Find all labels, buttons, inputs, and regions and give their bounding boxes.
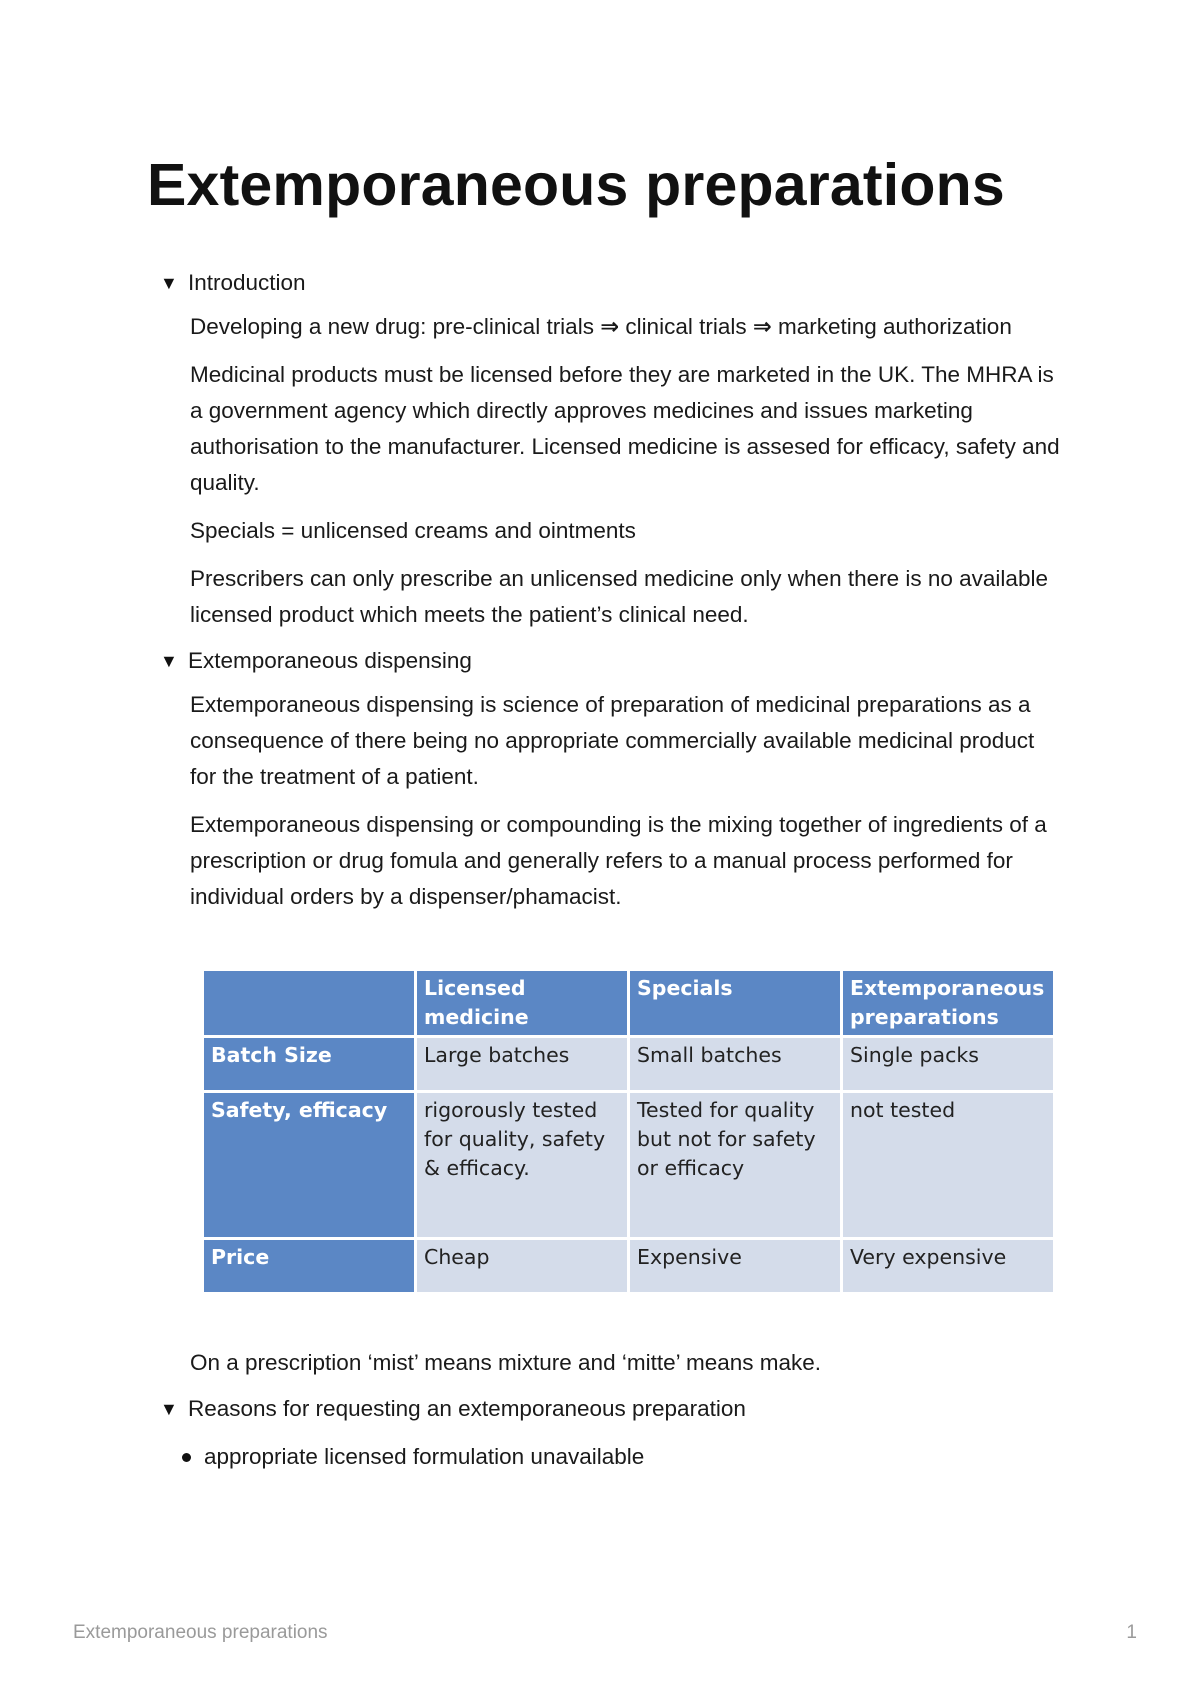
table-cell: not tested <box>842 1092 1055 1239</box>
table-row <box>203 1092 1055 1239</box>
page-number: 1 <box>1126 1622 1137 1643</box>
text-run: marketing authorization <box>771 314 1012 339</box>
table-cell: Tested for quality but not for safety or efficacy <box>629 1092 842 1239</box>
toggle-heading: Reasons for requesting an extemporaneous preparation <box>188 1396 746 1421</box>
comparison-table-wrapper <box>201 968 1053 1295</box>
right-arrow-icon: ⇒ <box>752 314 772 339</box>
text-run: Developing a new drug: pre-clinical trials <box>190 314 601 339</box>
table-row <box>203 1037 1055 1092</box>
list-item <box>180 1439 1060 1475</box>
table-header-cell: Licensed medicine <box>416 970 629 1037</box>
bullet-dot-icon <box>182 1453 191 1462</box>
toggle-introduction[interactable] <box>160 265 1060 301</box>
table-row <box>203 1239 1055 1294</box>
paragraph: Medicinal products must be licensed before they are marketed in the UK. The MHRA is a government agency which directly approves medicines and issues marketing authorisation to the manufacturer. Licensed medicine is assesed for efficacy, safety and quality. <box>190 362 1060 495</box>
paragraph: Specials = unlicensed creams and ointments <box>190 518 636 543</box>
table-cell: Cheap <box>416 1239 629 1294</box>
paragraph: Extemporaneous dispensing or compounding is the mixing together of ingredients of a prescription or drug fomula and generally refers to a manual process performed for individual orders by a dispenser/phamacist. <box>190 812 1047 909</box>
table-cell: Very expensive <box>842 1239 1055 1294</box>
table-header-cell: Extemporaneous preparations <box>842 970 1055 1037</box>
table-cell: Large batches <box>416 1037 629 1092</box>
text-run: clinical trials <box>619 314 753 339</box>
row-header-cell: Safety, efficacy <box>203 1092 416 1239</box>
right-arrow-icon: ⇒ <box>600 314 620 339</box>
paragraph <box>190 309 1060 345</box>
table-cell: Small batches <box>629 1037 842 1092</box>
bullet-list <box>160 1439 1060 1475</box>
list-item-text: appropriate licensed formulation unavailable <box>204 1444 645 1469</box>
paragraph: On a prescription ‘mist’ means mixture and ‘mitte’ means make. <box>190 1350 822 1375</box>
document-content <box>160 265 1060 1475</box>
table-header-cell <box>203 970 416 1037</box>
triangle-down-icon[interactable] <box>160 643 176 679</box>
comparison-table <box>201 968 1056 1295</box>
introduction-body <box>160 301 1060 633</box>
toggle-heading: Introduction <box>188 270 306 295</box>
table-cell: Single packs <box>842 1037 1055 1092</box>
table-cell: rigorously tested for quality, safety & efficacy. <box>416 1092 629 1239</box>
row-header-cell: Price <box>203 1239 416 1294</box>
dispensing-body <box>160 679 1060 1381</box>
page-title: Extemporaneous preparations <box>147 152 1005 218</box>
table-header-row <box>203 970 1055 1037</box>
toggle-heading: Extemporaneous dispensing <box>188 648 472 673</box>
paragraph: Extemporaneous dispensing is science of preparation of medicinal preparations as a consequence of there being no appropriate commercially available medicinal product for the treatment of a patient. <box>190 692 1035 789</box>
triangle-down-icon[interactable] <box>160 1391 176 1427</box>
paragraph: Prescribers can only prescribe an unlicensed medicine only when there is no available licensed product which meets the patient’s clinical need. <box>190 566 1048 627</box>
triangle-down-icon[interactable] <box>160 265 176 301</box>
toggle-reasons[interactable] <box>160 1391 1060 1427</box>
toggle-extemporaneous-dispensing[interactable] <box>160 643 1060 679</box>
row-header-cell: Batch Size <box>203 1037 416 1092</box>
table-cell: Expensive <box>629 1239 842 1294</box>
footer-title: Extemporaneous preparations <box>73 1622 328 1643</box>
table-header-cell: Specials <box>629 970 842 1037</box>
